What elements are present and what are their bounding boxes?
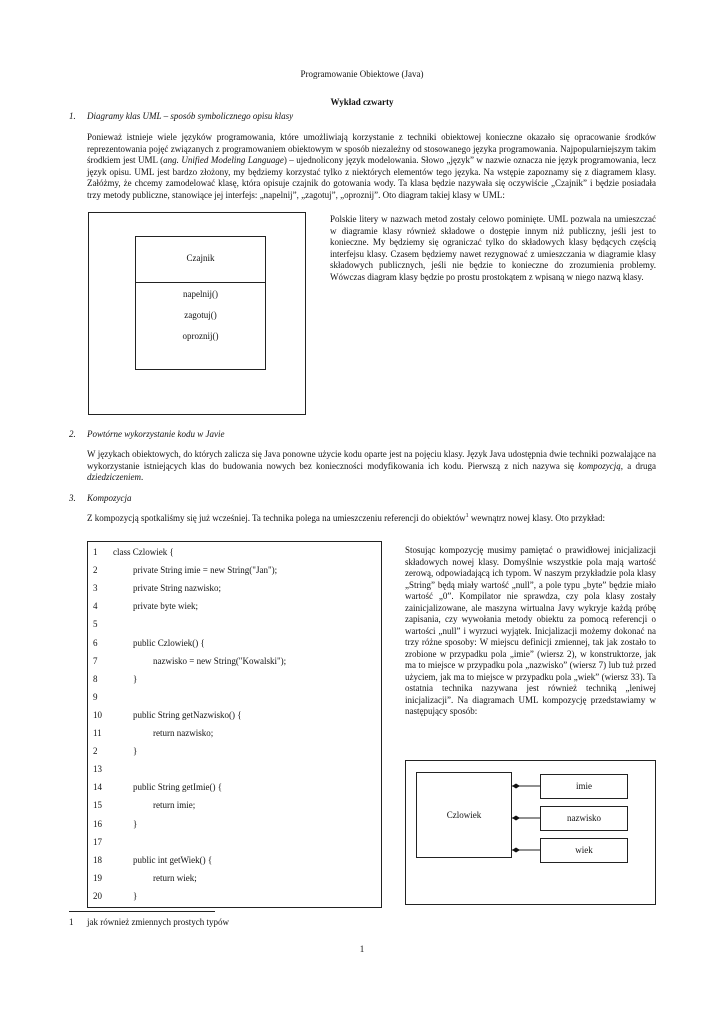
footnote-number: 1 [69, 917, 74, 927]
code-line-number: 10 [93, 709, 102, 720]
code-line-text: return wiek; [153, 872, 197, 883]
code-line-number: 5 [93, 619, 98, 630]
code-line-number: 1 [93, 547, 98, 557]
section-3-paragraph [87, 513, 656, 525]
czajnik-method: zagotuj() [184, 310, 217, 320]
code-line-text: public String getNazwisko() { [133, 709, 242, 720]
code-listing [93, 547, 378, 903]
code-line-number: 15 [93, 800, 102, 811]
code-line-text: } [133, 890, 138, 901]
section-1-paragraph [87, 132, 656, 201]
section-3-title: Kompozycja [87, 493, 132, 503]
code-line-text: private byte wiek; [133, 601, 198, 612]
section-1-paragraph-text-a: Ponieważ istnieje wiele języków programowania, które umożliwiają korzystanie z techniki obiektowej konieczne okazało się opracowanie środków reprezentowania pojęć związanych z programowaniem obiektowym w sposób niezależny od stosowanego języka programowania. Najpopularniejszym takim środkiem jest UML ( [87, 132, 656, 165]
code-line-text: } [133, 746, 138, 757]
code-line-text: } [133, 673, 138, 684]
code-line-number: 11 [93, 728, 102, 738]
section-2-text-mid: , a druga [620, 460, 656, 471]
composition-diamond-imie [512, 784, 520, 789]
composition-diamond-nazwisko [512, 816, 520, 821]
code-line-text: return imie; [153, 800, 196, 811]
code-line-number: 3 [93, 583, 98, 594]
code-line-number: 19 [93, 872, 102, 883]
code-line-text: public Czlowiek() { [133, 637, 205, 648]
section-3-text-b: wewnątrz nowej klasy. Oto przykład: [468, 513, 605, 523]
part-label-imie: imie [576, 781, 592, 791]
code-line-number: 18 [93, 854, 102, 865]
section-1-title: Diagramy klas UML – sposób symbolicznego opisu klasy [87, 111, 294, 121]
code-line-text: return nazwisko; [153, 728, 214, 738]
part-label-wiek: wiek [575, 845, 593, 855]
code-line-text: private String nazwisko; [133, 583, 221, 594]
section-1-paragraph-emphasis: ang. Unified Modeling Language [163, 155, 284, 165]
section-3-side-note: Stosując kompozycję musimy pamiętać o prawidłowej inicjalizacji składowych nowej klasy. Domyślnie wszystkie pola mają wartość zerową, odpowiadającą ich typom. W naszym przykładzie pola klasy „String” będą miały wartość „null”, a pole typu „byte” będzie miało wartość „0”. Kompilator nie sprawdza, czy pola klasy zostały zainicjalizowane, ale maszyna wirtualna Javy wykryje każdą próbę zapisania, czy wywołania metody obiektu za pomocą referencji o wartości „null” i wyrzuci wyjątek. Inicjalizacji możemy dokonać na trzy różne sposoby: W miejscu definicji zmiennej, tak jak zostało to zrobione w przypadku pola „imie” (wiersz 2), w konstruktorze, jak ma to miejsce w przypadku pola „nazwisko” (wiersz 7) lub tuż przed użyciem, jak ma to miejsce w przypadku pola „wiek” (wiersz 33). Ta ostatnia technika nazywana jest również techniką „leniwej inicjalizacji”. Na diagramach UML kompozycję przedstawiamy w następujący sposób: [405, 545, 656, 716]
part-label-nazwisko: nazwisko [567, 813, 601, 823]
section-2-number: 2. [69, 429, 76, 439]
code-line-number: 7 [93, 655, 98, 666]
code-line-number: 17 [93, 836, 102, 847]
section-2-emphasis-kompozycja: kompozycją [578, 460, 621, 471]
section-1-side-note: Polskie litery w nazwach metod zostały celowo pominięte. UML pozwala na umieszczać w diagramie klasy również składowe o dostępie innym niż publiczny, jeśli jest to konieczne. My będziemy się ograniczać tylko do składowych klasy będących częścią interfejsu klasy. Czasem będziemy nawet rezygnować z umieszczania w diagramie klasy składowych publicznych, jeśli nie będzie to konieczne do zrozumienia problemy. Wówczas diagram klasy będzie po prostu prostokątem z wpisaną w niego nazwą klasy. [330, 214, 656, 282]
code-line-number: 16 [93, 818, 102, 829]
section-3-text-a: Z kompozycją spotkaliśmy się już wcześniej. Ta technika polega na umieszczeniu referencji do obiektów [87, 513, 466, 523]
section-2-emphasis-dziedziczenie: dziedziczeniem [87, 472, 141, 482]
section-2-text-end: . [141, 472, 144, 482]
composition-diamond-wiek [512, 848, 520, 853]
code-line-number: 8 [93, 673, 98, 684]
code-line-number: 9 [93, 691, 98, 702]
section-2-paragraph [87, 449, 656, 484]
code-line-number: 4 [93, 601, 98, 612]
czajnik-method: oproznij() [182, 331, 219, 341]
section-3-number: 3. [69, 493, 76, 503]
czajnik-class-divider [135, 282, 266, 283]
footnote-reference: 1 [465, 513, 469, 519]
section-2-title: Powtórne wykorzystanie kodu w Javie [87, 429, 225, 439]
czajnik-class-name: Czajnik [186, 253, 215, 263]
running-header: Programowanie Obiektowe (Java) [300, 69, 424, 79]
code-line-number: 6 [93, 637, 98, 648]
czlowiek-class-name: Czlowiek [446, 810, 482, 820]
code-line-number: 20 [93, 890, 102, 901]
code-line-number: 14 [93, 782, 102, 793]
page-number: 1 [359, 944, 365, 954]
code-line-text: private String imie = new String("Jan"); [133, 565, 278, 576]
code-line-number: 13 [93, 764, 102, 775]
section-1-number: 1. [69, 111, 76, 121]
code-line-text: public String getImie() { [133, 782, 223, 793]
code-line-text: nazwisko = new String("Kowalski"); [153, 655, 287, 666]
footnote-separator [69, 911, 215, 912]
lecture-title: Wykład czwarty [330, 97, 394, 107]
footnote-text: jak również zmiennych prostych typów [87, 917, 229, 927]
czajnik-method: napelnij() [183, 289, 218, 299]
section-1-paragraph-text-b: ) – ujednolicony język modelowania. Słowo „język” w nazwie oznacza nie język programowania, lecz język opisu. UML jest bardzo złożony, my będziemy korzystać tylko z niektórych elementów tego języka. Na wstępie zapoznamy się z diagramem klasy. Załóżmy, że chcemy zamodelować klasę, która opisuje czajnik do gotowania wody. Ta klasa będzie nazywała się oczywiście „Czajnik” i będzie posiadała trzy metody publiczne, stanowiące jej interfejs: „napelnij”, „zagotuj”, „oproznij”. Oto diagram takiej klasy w UML: [87, 155, 656, 200]
code-line-text: public int getWiek() { [133, 854, 213, 865]
code-line-text: } [133, 818, 138, 829]
code-line-number: 2 [93, 746, 98, 757]
code-line-number: 2 [93, 565, 98, 576]
section-2-text-a: W językach obiektowych, do których zalicza się Java ponowne użycie kodu oparte jest na pojęciu klasy. Język Java udostępnia dwie techniki pozwalające na wykorzystanie istniejących klas do budowania nowych bez konieczności modyfikowania ich kodu. Pierwszą z nich nazywa się [87, 449, 656, 471]
code-line-text: class Czlowiek { [113, 547, 174, 557]
